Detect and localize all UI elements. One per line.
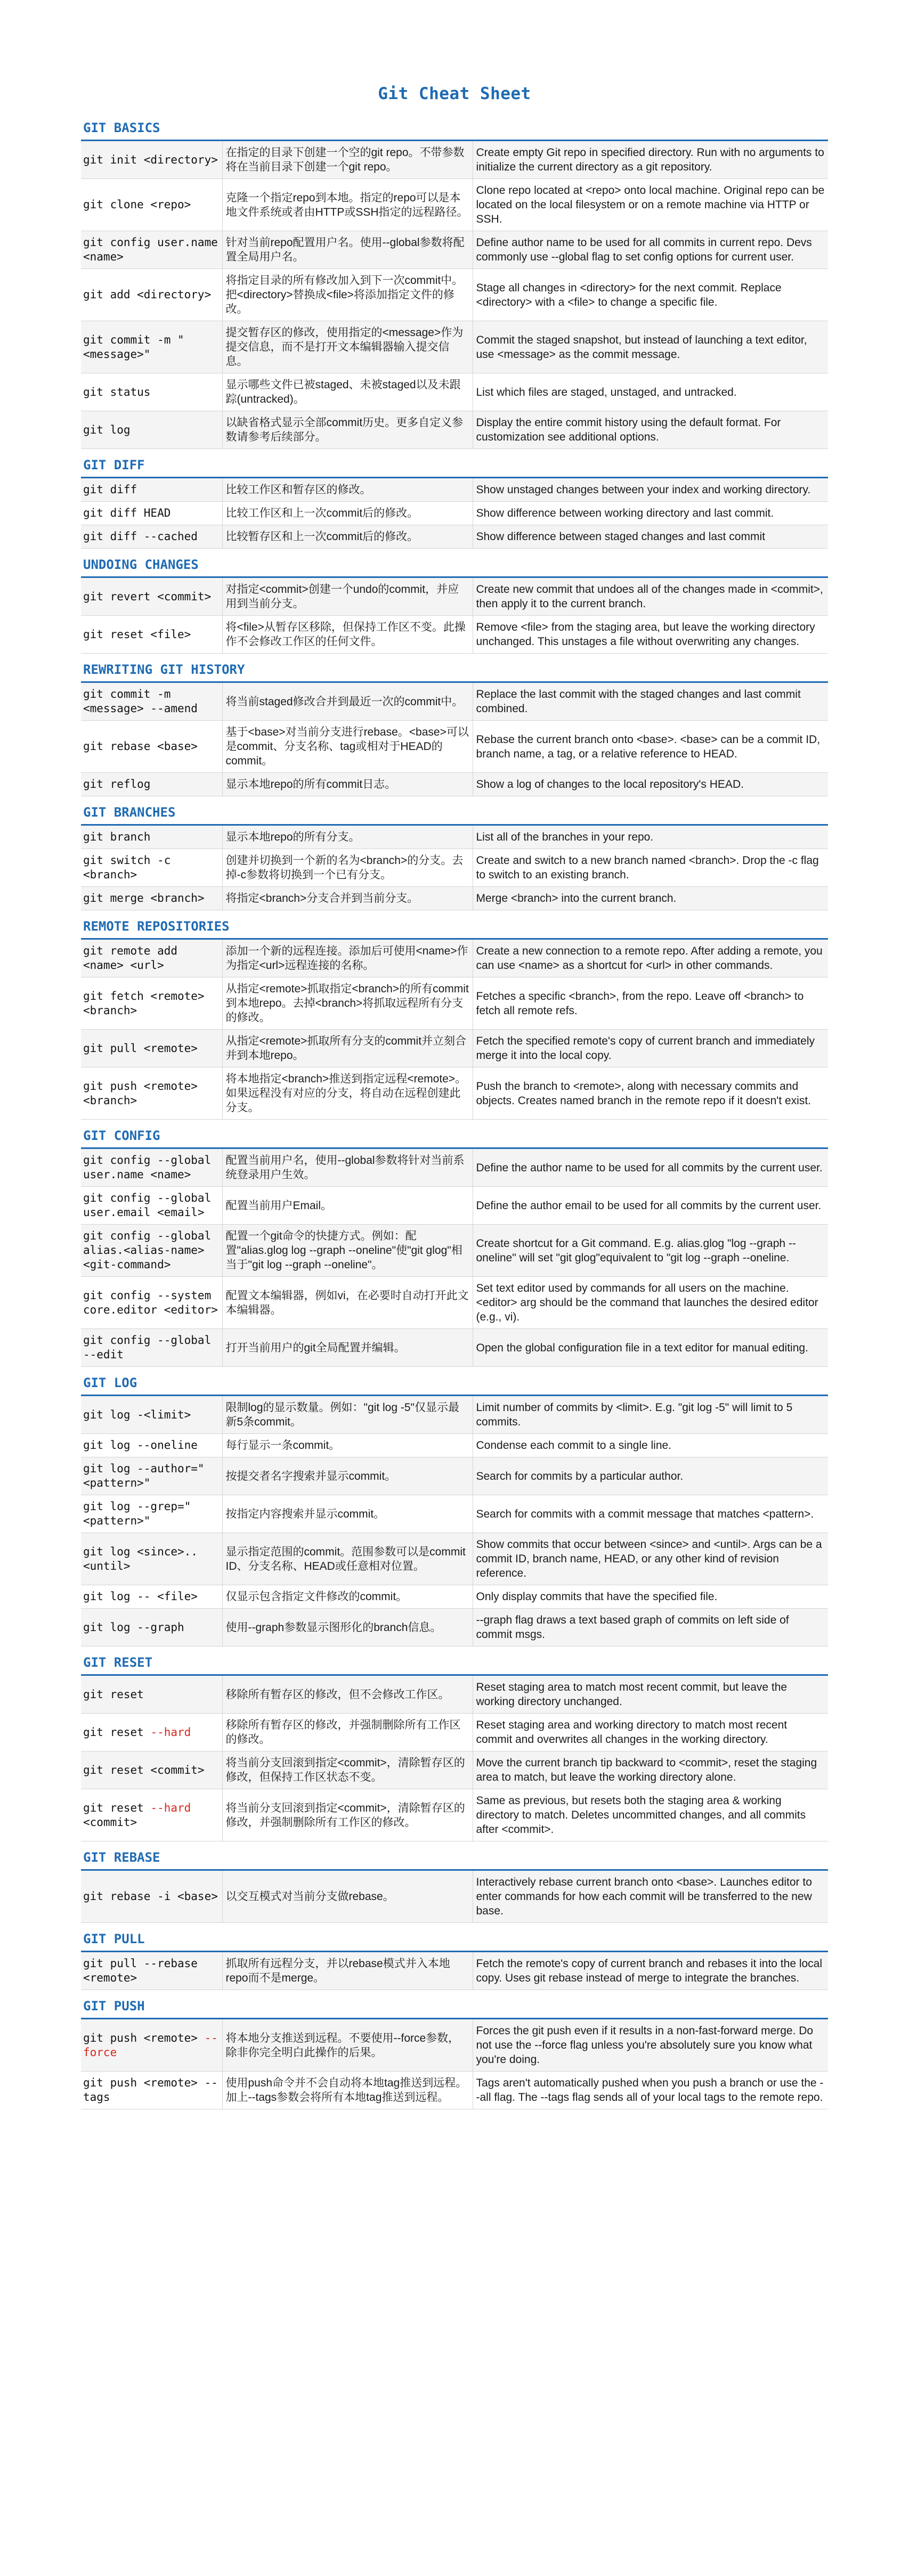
- table-row: [81, 1396, 828, 1434]
- chinese-description-cell: 从指定<remote>抓取所有分支的commit并立刻合并到本地repo。: [222, 1030, 473, 1067]
- chinese-description-cell: 克隆一个指定repo到本地。指定的repo可以是本地文件系统或者由HTTP或SSH指定的远程路径。: [222, 179, 473, 231]
- chinese-description-cell: 抓取所有远程分支，并以rebase模式并入本地repo而不是merge。: [222, 1952, 473, 1990]
- section-git-branches: [81, 800, 828, 910]
- command-table: [81, 1871, 828, 1923]
- english-description-cell: Show difference between staged changes and last commit: [476, 531, 765, 543]
- command-cell: git push <remote> --force: [81, 2019, 222, 2072]
- table-row: [81, 1277, 828, 1329]
- english-description-cell: Fetches a specific <branch>, from the repo. Leave off <branch> to fetch all remote refs.: [476, 990, 804, 1017]
- table-row: [81, 1495, 828, 1533]
- english-description-cell: Only display commits that have the specified file.: [476, 1591, 718, 1603]
- command-cell: git reset --hard <commit>: [81, 1789, 222, 1841]
- english-description-cell: Replace the last commit with the staged changes and last commit combined.: [476, 688, 801, 715]
- section-title: GIT PUSH: [81, 1993, 828, 2019]
- chinese-description-cell: 比较工作区和暂存区的修改。: [222, 478, 473, 502]
- english-description-cell: List which files are staged, unstaged, and untracked.: [476, 386, 737, 398]
- table-row: [81, 1225, 828, 1277]
- section-title: GIT LOG: [81, 1370, 828, 1396]
- command-table: [81, 141, 828, 449]
- table-row: [81, 773, 828, 796]
- chinese-description-cell: 使用push命令并不会自动将本地tag推送到远程。加上--tags参数会将所有本地tag推送到远程。: [222, 2072, 473, 2109]
- table-row: [81, 977, 828, 1030]
- command-cell: git reset --hard: [81, 1714, 222, 1751]
- section-remote-repositories: [81, 914, 828, 1120]
- command-cell: git diff HEAD: [81, 502, 222, 525]
- section-title: UNDOING CHANGES: [81, 552, 828, 578]
- chinese-description-cell: 每行显示一条commit。: [222, 1434, 473, 1457]
- command-cell: git switch -c <branch>: [81, 849, 222, 887]
- table-row: [81, 2019, 828, 2072]
- chinese-description-cell: 显示本地repo的所有分支。: [222, 826, 473, 849]
- chinese-description-cell: 移除所有暂存区的修改，但不会修改工作区。: [222, 1676, 473, 1714]
- table-row: [81, 502, 828, 525]
- table-row: [81, 1609, 828, 1646]
- command-cell: git commit -m <message> --amend: [81, 683, 222, 721]
- chinese-description-cell: 对指定<commit>创建一个undo的commit，并应用到当前分支。: [222, 578, 473, 616]
- command-cell: git reset <commit>: [81, 1751, 222, 1789]
- command-cell: git diff: [81, 478, 222, 502]
- table-row: [81, 411, 828, 449]
- command-cell: git config user.name <name>: [81, 231, 222, 269]
- section-title: GIT REBASE: [81, 1845, 828, 1871]
- section-title: REWRITING GIT HISTORY: [81, 657, 828, 683]
- english-description-cell: Reset staging area and working directory to match most recent commit and overwrites all changes in the working directory.: [476, 1719, 788, 1746]
- command-cell: git reflog: [81, 773, 222, 796]
- command-cell: git diff --cached: [81, 525, 222, 549]
- table-row: [81, 1067, 828, 1120]
- english-description-cell: Search for commits with a commit message that matches <pattern>.: [476, 1507, 814, 1520]
- table-row: [81, 1030, 828, 1067]
- command-table: [81, 1676, 828, 1841]
- section-title: GIT CONFIG: [81, 1123, 828, 1149]
- dangerous-flag: --force: [83, 2031, 218, 2059]
- command-cell: git fetch <remote> <branch>: [81, 977, 222, 1030]
- chinese-description-cell: 显示哪些文件已被staged、未被staged以及未跟踪(untracked)。: [222, 373, 473, 411]
- command-cell: git rebase -i <base>: [81, 1871, 222, 1923]
- english-description-cell: Set text editor used by commands for all users on the machine. <editor> arg should be the command that launches the desired editor (e.g., vi).: [476, 1282, 818, 1323]
- command-table: [81, 1952, 828, 1990]
- command-cell: git log <since>..<until>: [81, 1533, 222, 1585]
- chinese-description-cell: 以缺省格式显示全部commit历史。更多自定义参数请参考后续部分。: [222, 411, 473, 449]
- command-cell: git reset: [81, 1676, 222, 1714]
- english-description-cell: Show commits that occur between <since> and <until>. Args can be a commit ID, branch name, HEAD, or any other kind of revision reference.: [476, 1538, 822, 1579]
- chinese-description-cell: 将当前分支回滚到指定<commit>，清除暂存区的修改，但保持工作区状态不变。: [222, 1751, 473, 1789]
- command-cell: git log --oneline: [81, 1434, 222, 1457]
- chinese-description-cell: 配置一个git命令的快捷方式。例如：配置"alias.glog log --graph --oneline"使"git glog"相当于"git log --graph --oneline"。: [222, 1225, 473, 1277]
- english-description-cell: Commit the staged snapshot, but instead of launching a text editor, use <message> as the commit message.: [476, 333, 807, 361]
- chinese-description-cell: 从指定<remote>抓取指定<branch>的所有commit到本地repo。去掉<branch>将抓取远程所有分支的修改。: [222, 977, 473, 1030]
- command-cell: git pull --rebase <remote>: [81, 1952, 222, 1990]
- table-row: [81, 683, 828, 721]
- english-description-cell: Clone repo located at <repo> onto local machine. Original repo can be located on the local filesystem or on a remote machine via HTTP or SSH.: [476, 184, 825, 225]
- table-row: [81, 849, 828, 887]
- section-git-log: [81, 1370, 828, 1646]
- chinese-description-cell: 配置当前用户名，使用--global参数将针对当前系统登录用户生效。: [222, 1149, 473, 1187]
- table-row: [81, 1952, 828, 1990]
- chinese-description-cell: 添加一个新的远程连接。添加后可使用<name>作为指定<url>远程连接的名称。: [222, 940, 473, 977]
- chinese-description-cell: 显示本地repo的所有commit日志。: [222, 773, 473, 796]
- command-cell: git pull <remote>: [81, 1030, 222, 1067]
- chinese-description-cell: 将本地指定<branch>推送到指定远程<remote>。如果远程没有对应的分支，将自动在远程创建此分支。: [222, 1067, 473, 1120]
- chinese-description-cell: 按提交者名字搜索并显示commit。: [222, 1457, 473, 1495]
- table-row: [81, 478, 828, 502]
- english-description-cell: Define author name to be used for all commits in current repo. Devs commonly use --global flag to set config options for current user.: [476, 237, 812, 263]
- chinese-description-cell: 移除所有暂存区的修改，并强制删除所有工作区的修改。: [222, 1714, 473, 1751]
- english-description-cell: Create shortcut for a Git command. E.g. alias.glog "log --graph --oneline" will set "git glog"equivalent to "git log --graph --oneline.: [476, 1237, 796, 1264]
- command-table: [81, 2019, 828, 2109]
- english-description-cell: Define the author name to be used for all commits by the current user.: [476, 1161, 823, 1174]
- command-table: [81, 826, 828, 910]
- section-title: GIT RESET: [81, 1650, 828, 1676]
- table-row: [81, 578, 828, 616]
- section-git-basics: [81, 115, 828, 449]
- english-description-cell: Rebase the current branch onto <base>. <base> can be a commit ID, branch name, a tag, or a relative reference to HEAD.: [476, 733, 821, 760]
- chinese-description-cell: 按指定内容搜索并显示commit。: [222, 1495, 473, 1533]
- table-row: [81, 1676, 828, 1714]
- section-git-diff: [81, 452, 828, 549]
- table-row: [81, 1789, 828, 1841]
- english-description-cell: Push the branch to <remote>, along with necessary commits and objects. Creates named branch in the remote repo if it doesn't exist.: [476, 1080, 811, 1107]
- table-row: [81, 1329, 828, 1367]
- chinese-description-cell: 比较暂存区和上一次commit后的修改。: [222, 525, 473, 549]
- command-table: [81, 940, 828, 1120]
- chinese-description-cell: 将指定目录的所有修改加入到下一次commit中。把<directory>替换成<file>将添加指定文件的修改。: [222, 269, 473, 321]
- section-undoing-changes: [81, 552, 828, 654]
- table-row: [81, 1714, 828, 1751]
- chinese-description-cell: 显示指定范围的commit。范围参数可以是commit ID、分支名称、HEAD或任意相对位置。: [222, 1533, 473, 1585]
- english-description-cell: Show unstaged changes between your index and working directory.: [476, 484, 811, 496]
- table-row: [81, 1751, 828, 1789]
- command-cell: git push <remote> --tags: [81, 2072, 222, 2109]
- table-row: [81, 826, 828, 849]
- english-description-cell: Same as previous, but resets both the staging area & working directory to match. Deletes uncommitted changes, and all commits after <commit>.: [476, 1795, 806, 1836]
- chinese-description-cell: 将本地分支推送到远程。不要使用--force参数，除非你完全明白此操作的后果。: [222, 2019, 473, 2072]
- table-row: [81, 179, 828, 231]
- command-cell: git config --global user.email <email>: [81, 1187, 222, 1225]
- english-description-cell: Show a log of changes to the local repository's HEAD.: [476, 778, 744, 790]
- chinese-description-cell: 配置文本编辑器，例如vi，在必要时自动打开此文本编辑器。: [222, 1277, 473, 1329]
- table-row: [81, 321, 828, 373]
- table-row: [81, 373, 828, 411]
- english-description-cell: Display the entire commit history using the default format. For customization see additional options.: [476, 417, 781, 443]
- command-table: [81, 683, 828, 796]
- english-description-cell: Fetch the specified remote's copy of current branch and immediately merge it into the local copy.: [476, 1035, 815, 1062]
- command-cell: git revert <commit>: [81, 578, 222, 616]
- chinese-description-cell: 以交互模式对当前分支做rebase。: [222, 1871, 473, 1923]
- command-cell: git init <directory>: [81, 141, 222, 179]
- command-cell: git log --grep="<pattern>": [81, 1495, 222, 1533]
- table-row: [81, 1457, 828, 1495]
- command-cell: git log -- <file>: [81, 1585, 222, 1609]
- table-row: [81, 141, 828, 179]
- command-cell: git clone <repo>: [81, 179, 222, 231]
- chinese-description-cell: 配置当前用户Email。: [222, 1187, 473, 1225]
- chinese-description-cell: 针对当前repo配置用户名。使用--global参数将配置全局用户名。: [222, 231, 473, 269]
- section-git-reset: [81, 1650, 828, 1841]
- sections-container: [81, 115, 828, 2109]
- chinese-description-cell: 打开当前用户的git全局配置并编辑。: [222, 1329, 473, 1367]
- english-description-cell: List all of the branches in your repo.: [476, 831, 654, 843]
- table-row: [81, 1187, 828, 1225]
- english-description-cell: Interactively rebase current branch onto <base>. Launches editor to enter commands for how each commit will be transferred to the new base.: [476, 1876, 812, 1917]
- english-description-cell: Create a new connection to a remote repo. After adding a remote, you can use <name> as a shortcut for <url> in other commands.: [476, 945, 823, 972]
- command-table: [81, 1149, 828, 1367]
- english-description-cell: Reset staging area to match most recent commit, but leave the working directory unchanged.: [476, 1681, 788, 1708]
- chinese-description-cell: 限制log的显示数量。例如："git log -5"仅显示最新5条commit。: [222, 1396, 473, 1434]
- command-cell: git rebase <base>: [81, 721, 222, 773]
- english-description-cell: Remove <file> from the staging area, but leave the working directory unchanged. This unstages a file without overwriting any changes.: [476, 621, 815, 648]
- section-title: GIT DIFF: [81, 452, 828, 478]
- chinese-description-cell: 将当前分支回滚到指定<commit>，清除暂存区的修改，并强制删除所有工作区的修改。: [222, 1789, 473, 1841]
- chinese-description-cell: 使用--graph参数显示图形化的branch信息。: [222, 1609, 473, 1646]
- english-description-cell: --graph flag draws a text based graph of commits on left side of commit msgs.: [476, 1614, 789, 1641]
- command-cell: git config --system core.editor <editor>: [81, 1277, 222, 1329]
- command-cell: git add <directory>: [81, 269, 222, 321]
- table-row: [81, 269, 828, 321]
- table-row: [81, 1871, 828, 1923]
- english-description-cell: Search for commits by a particular author.: [476, 1470, 684, 1482]
- page-title: Git Cheat Sheet: [378, 84, 531, 103]
- table-row: [81, 616, 828, 654]
- english-description-cell: Forces the git push even if it results in a non-fast-forward merge. Do not use the --force flag unless you're absolutely sure you know what you're doing.: [476, 2025, 814, 2066]
- chinese-description-cell: 仅显示包含指定文件修改的commit。: [222, 1585, 473, 1609]
- command-cell: git log: [81, 411, 222, 449]
- english-description-cell: Tags aren't automatically pushed when you push a branch or use the --all flag. The --tags flag sends all of your local tags to the remote repo.: [476, 2077, 824, 2104]
- command-cell: git branch: [81, 826, 222, 849]
- section-title: GIT BASICS: [81, 115, 828, 141]
- command-table: [81, 478, 828, 549]
- english-description-cell: Fetch the remote's copy of current branch and rebases it into the local copy. Uses git rebase instead of merge to integrate the branches.: [476, 1958, 823, 1984]
- table-row: [81, 231, 828, 269]
- section-title: GIT PULL: [81, 1926, 828, 1952]
- english-description-cell: Move the current branch tip backward to <commit>, reset the staging area to match, but leave the working directory alone.: [476, 1757, 817, 1783]
- section-title: GIT BRANCHES: [81, 800, 828, 826]
- english-description-cell: Define the author email to be used for all commits by the current user.: [476, 1199, 822, 1212]
- command-cell: git log --graph: [81, 1609, 222, 1646]
- section-git-push: [81, 1993, 828, 2109]
- section-git-config: [81, 1123, 828, 1367]
- command-cell: git commit -m "<message>": [81, 321, 222, 373]
- table-row: [81, 1434, 828, 1457]
- english-description-cell: Create empty Git repo in specified directory. Run with no arguments to initialize the current directory as a git repository.: [476, 146, 824, 173]
- english-description-cell: Limit number of commits by <limit>. E.g. "git log -5" will limit to 5 commits.: [476, 1401, 793, 1428]
- english-description-cell: Open the global configuration file in a text editor for manual editing.: [476, 1341, 808, 1354]
- chinese-description-cell: 基于<base>对当前分支进行rebase。<base>可以是commit、分支名称、tag或相对于HEAD的commit。: [222, 721, 473, 773]
- command-cell: git log -<limit>: [81, 1396, 222, 1434]
- command-cell: git status: [81, 373, 222, 411]
- table-row: [81, 1149, 828, 1187]
- table-row: [81, 1533, 828, 1585]
- command-table: [81, 578, 828, 654]
- command-cell: git remote add <name> <url>: [81, 940, 222, 977]
- dangerous-flag: --hard: [150, 1801, 191, 1814]
- command-cell: git log --author="<pattern>": [81, 1457, 222, 1495]
- english-description-cell: Create new commit that undoes all of the changes made in <commit>, then apply it to the current branch.: [476, 583, 823, 610]
- command-cell: git merge <branch>: [81, 887, 222, 910]
- table-row: [81, 1585, 828, 1609]
- table-row: [81, 887, 828, 910]
- section-git-pull: [81, 1926, 828, 1990]
- dangerous-flag: --hard: [150, 1725, 191, 1739]
- command-cell: git push <remote> <branch>: [81, 1067, 222, 1120]
- command-cell: git config --global --edit: [81, 1329, 222, 1367]
- chinese-description-cell: 将指定<branch>分支合并到当前分支。: [222, 887, 473, 910]
- table-row: [81, 525, 828, 549]
- section-title: REMOTE REPOSITORIES: [81, 914, 828, 940]
- table-row: [81, 2072, 828, 2109]
- english-description-cell: Create and switch to a new branch named <branch>. Drop the -c flag to switch to an existing branch.: [476, 854, 819, 881]
- english-description-cell: Show difference between working directory and last commit.: [476, 507, 774, 519]
- command-cell: git config --global alias.<alias-name> <git-command>: [81, 1225, 222, 1277]
- chinese-description-cell: 比较工作区和上一次commit后的修改。: [222, 502, 473, 525]
- english-description-cell: Condense each commit to a single line.: [476, 1439, 672, 1452]
- section-git-rebase: [81, 1845, 828, 1923]
- chinese-description-cell: 在指定的目录下创建一个空的git repo。不带参数将在当前目录下创建一个git repo。: [222, 141, 473, 179]
- english-description-cell: Merge <branch> into the current branch.: [476, 892, 677, 904]
- chinese-description-cell: 提交暂存区的修改，使用指定的<message>作为提交信息，而不是打开文本编辑器输入提交信息。: [222, 321, 473, 373]
- command-table: [81, 1396, 828, 1646]
- table-row: [81, 721, 828, 773]
- chinese-description-cell: 将当前staged修改合并到最近一次的commit中。: [222, 683, 473, 721]
- command-cell: git reset <file>: [81, 616, 222, 654]
- chinese-description-cell: 将<file>从暂存区移除，但保持工作区不变。此操作不会修改工作区的任何文件。: [222, 616, 473, 654]
- english-description-cell: Stage all changes in <directory> for the next commit. Replace <directory> with a <file> to change a specific file.: [476, 281, 782, 308]
- chinese-description-cell: 创建并切换到一个新的名为<branch>的分支。去掉-c参数将切换到一个已有分支。: [222, 849, 473, 887]
- table-row: [81, 940, 828, 977]
- command-cell: git config --global user.name <name>: [81, 1149, 222, 1187]
- section-rewriting-git-history: [81, 657, 828, 796]
